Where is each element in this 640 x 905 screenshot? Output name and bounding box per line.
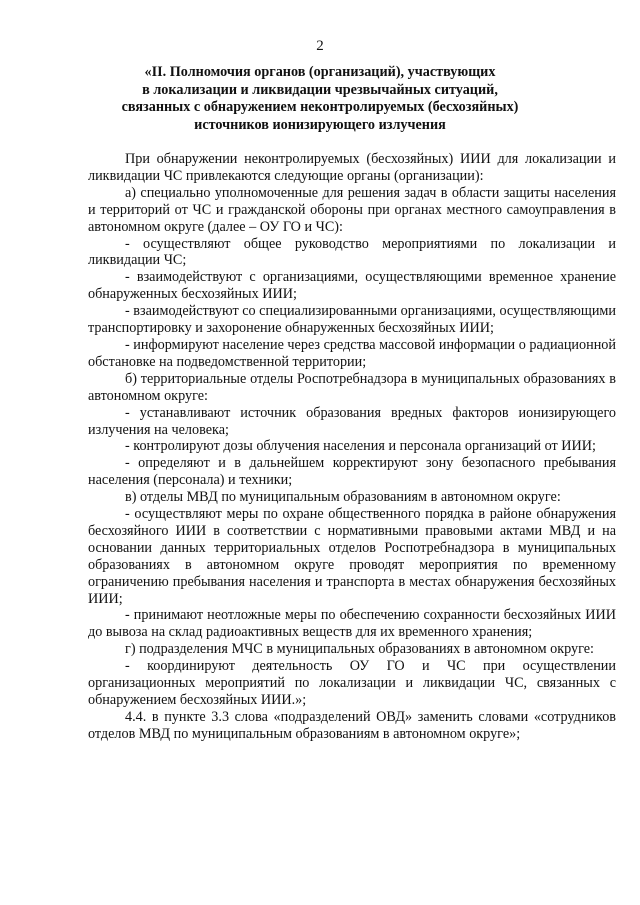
paragraph-bullet: - осуществляют общее руководство мероприятиями по локализации и ликвидации ЧС;	[88, 235, 616, 269]
paragraph-item-v: в) отделы МВД по муниципальным образованиям в автономном округе:	[125, 489, 561, 506]
paragraph-bullet: - взаимодействуют с организациями, осуществляющими временное хранение обнаруженных бесхозяйных ИИИ;	[88, 269, 616, 303]
paragraph-bullet: - контролируют дозы облучения населения и персонала организаций от ИИИ;	[125, 438, 596, 455]
paragraph-bullet: - устанавливают источник образования вредных факторов ионизирующего излучения на человека;	[88, 404, 616, 438]
paragraph-item-g: г) подразделения МЧС в муниципальных образованиях в автономном округе:	[125, 641, 595, 658]
paragraph-amendment: 4.4. в пункте 3.3 слова «подразделений ОВД» заменить словами «сотрудников отделов МВД по муниципальным образованиям в автономном округе»;	[88, 708, 616, 742]
paragraph-item-a: а) специально уполномоченные для решения задач в области защиты населения и территорий от ЧС и гражданской обороны при органах местного самоуправления в автономном округе (далее – ОУ ГО и ЧС):	[88, 184, 616, 235]
paragraph-bullet: - принимают неотложные меры по обеспечению сохранности бесхозяйных ИИИ до вывоза на склад радиоактивных веществ для их временного хранения;	[88, 607, 616, 641]
page-number: 2	[316, 38, 324, 54]
section-heading	[90, 64, 550, 134]
heading-line: источников ионизирующего излучения	[194, 116, 446, 133]
paragraph-bullet: - определяют и в дальнейшем корректируют зону безопасного пребывания населения (персонала) и техники;	[88, 455, 616, 489]
paragraph-bullet: - координируют деятельность ОУ ГО и ЧС при осуществлении организационных мероприятий по локализации и ликвидации ЧС, связанных с обнаружением бесхозяйных ИИИ.»;	[88, 658, 616, 708]
paragraph-bullet: - осуществляют меры по охране общественного порядка в районе обнаружения бесхозяйного ИИИ в соответствии с нормативными правовыми актами МВД и на основании данных территориальных отделов Роспотребнадзора в муниципальных образованиях в автономном округе проводят мероприятия по временному ограничению пребывания населения и транспорта в местах обнаружения бесхозяйных ИИИ;	[88, 506, 616, 607]
paragraph-intro: При обнаружении неконтролируемых (бесхозяйных) ИИИ для локализации и ликвидации ЧС привлекаются следующие органы (организации):	[88, 151, 616, 184]
paragraph-bullet: - информируют население через средства массовой информации о радиационной обстановке на подведомственной территории;	[88, 336, 616, 370]
document-body	[88, 151, 616, 743]
paragraph-bullet: - взаимодействуют со специализированными организациями, осуществляющими транспортировку и захоронение обнаруженных бесхозяйных ИИИ;	[88, 303, 616, 337]
heading-line: «II. Полномочия органов (организаций), участвующих	[144, 64, 496, 80]
paragraph-item-b: б) территориальные отделы Роспотребнадзора в муниципальных образованиях в автономном округе:	[88, 370, 616, 404]
heading-line: связанных с обнаружением неконтролируемых (бесхозяйных)	[121, 99, 519, 116]
heading-line: в локализации и ликвидации чрезвычайных ситуаций,	[142, 81, 498, 98]
